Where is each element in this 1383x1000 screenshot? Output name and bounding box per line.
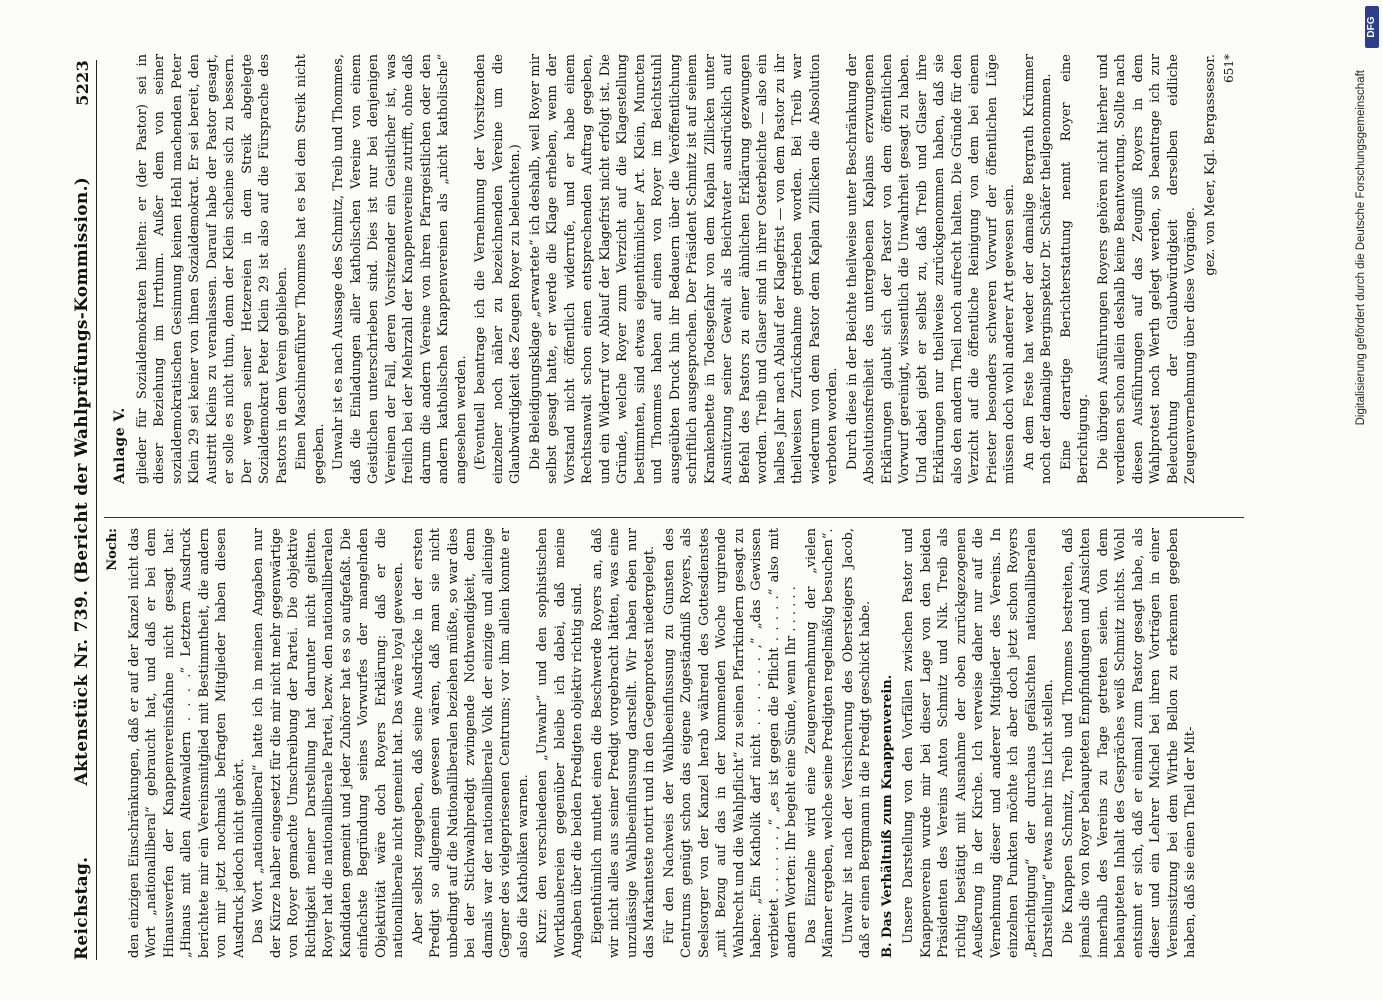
paragraph: An dem Feste hat weder der damalige Bergrath Krümmer noch der damalige Berginspektor Dr. Schäfer theilgenommen. [1021, 54, 1054, 484]
paragraph: (Eventuell beantrage ich die Vernehmung der Vorsitzenden einzelner noch näher zu bezeichnenden Vereine um die Glaubwürdigkeit des Zeugen Royer zu beleuchten.) [473, 54, 523, 484]
right-column [104, 54, 1254, 484]
paragraph: Die Beleidigungsklage „erwartete“ ich deshalb, weil Royer mir selbst gesagt hatte, er werde die Klage erheben, wenn der Vorstand nicht öffentlich widerrufe, und er habe einem Rechtsanwalt schon einen entsprechenden Auftrag gegeben, und ein Widerruf vor Ablauf der Klagefrist nicht erfolgt ist. Die Gründe, welche Royer zum Verzicht auf die Klagestellung bestimmten, sind etwas eigenthümlicher Art. Klein, Muncten und Thommes haben auf einen von Royer im Beichtstuhl ausgeübten Druck hin ihr Bedauern über die Veröffentlichung schriftlich ausgesprochen. Der Präsident Schmitz ist auf seinem Krankenbette in Todesgefahr von dem Kaplan Zillicken unter Ausnützung seiner Gewalt als Beichtvater ausdrücklich auf Befehl des Pastors zu einer ähnlichen Erklärung gezwungen worden. Treib und Glaser sind in ihrer Osterbeichte — also ein halbes Jahr nach Ablauf der Klagefrist — von dem Pastor zu ihr theilweisen Zurücknahme getrieben worden. Bei Treib war wiederum von dem Pastor dem Kaplan Zillicken die Absolution verboten worden. [527, 54, 840, 484]
left-column [104, 528, 1254, 958]
paragraph: Für den Nachweis der Wahlbeeinflussung zu Gunsten des Centrums genügt schon das eigene Zugeständniß Royers, als Seelsorger von der Kanzel herab während des Gottesdienstes „mit Bezug auf das in der kommenden Woche urgirende Wahlrecht und die Wahlpflicht“ zu seinen Pfarrkindern gesagt zu haben: „Ein Katholik darf nicht . . . . . . ,“ „das Gewissen verbietet . . . . . . ,“ „es ist gegen die Pflicht . . . . .“ also mit andern Worten: Ihr begeht eine Sünde, wenn Ihr . . . . . . [661, 528, 799, 958]
paragraph: Die übrigen Ausführungen Royers gehören nicht hierher und verdienen schon allein deshalb keine Beantwortung. Sollte nach diesen Ausführungen auf das Zeugniß Royers in dem Wahlprotest noch Werth gelegt werden, so beantrage ich zur Beleuchtung der Glaubwürdigkeit derselben eidliche Zeugenvernehmung über diese Vorgänge. [1095, 54, 1198, 484]
credit-text: Digitalisierung gefördert durch die Deutsche Forschungsgemeinschaft [1355, 70, 1367, 426]
dfg-logo-text: DFG [1366, 16, 1377, 38]
paragraph: Durch diese in der Beichte theilweise unter Beschränkung der Absolutionsfreiheit des untergebenen Kaplans erzwungenen Erklärungen glaubt sich der Pastor von dem öffentlichen Vorwurf gereinigt, wissentlich die Unwahrheit gesagt zu haben. Und dabei giebt er selbst zu, daß Treib und Glaser ihre Erklärungen nur theilweise zurückgenommen haben, daß sie also den andern Theil noch aufrecht halten. Die Gründe für den Verzicht auf die öffentliche Reinigung von dem bei einem Priester besonders schweren Vorwurf der öffentlichen Lüge müssen doch wohl anderer Art gewesen sein. [844, 54, 1017, 484]
column-divider [104, 517, 1244, 518]
paragraph: Das Einzelne wird eine Zeugenvernehmung der „vielen Männer ergeben, welche seine Predigten regelmäßig besuchen“. [803, 528, 836, 958]
paragraph: Einen Maschinenführer Thommes hat es bei dem Streik nicht gegeben. [294, 54, 327, 484]
paragraph: Eine derartige Berichterstattung nennt Royer eine Berichtigung. [1058, 54, 1091, 484]
header-title: Aktenstück Nr. 739. (Bericht der Wahlprüfungs-Kommission.) [72, 176, 92, 786]
paragraph: Kurz: den verschiedenen „Unwahr“ und den sophistischen Wortklaubereien gegenüber bleibe ich dabei, daß meine Angaben über die beiden Predigten objektiv richtig sind. [535, 528, 585, 958]
header-left: Reichstag. [72, 856, 92, 960]
paragraph: Das Wort „nationalliberal“ hatte ich in meinen Angaben nur der Kürze halber eingesetzt für die mir nicht mehr gegenwärtige von Royer gemachte Umschreibung der Partei. Die objektive Richtigkeit meiner Darstellung hat darunter nicht gelitten. Royer hat die nationalliberale Partei, bezw. den nationalliberalen Kandidaten gemeint und jeder Zuhörer hat es so aufgefaßt. Die einfachste Begründung seines Vorwurfes der mangelnden Objektivität wäre doch Royers Erklärung: daß er die nationalliberale nicht gemeint hat. Das wäre loyal gewesen. [251, 528, 406, 958]
annex-title: Anlage V. [112, 407, 128, 484]
signature: gez. von Meer, Kgl. Bergassessor. [1202, 54, 1218, 276]
paragraph: Die Knappen Schmitz, Treib und Thommes bestreiten, daß jemals die von Royer behaupteten Empfindungen und Ansichten innerhalb des Vereins zu Tage getreten seien. Von dem behaupteten Inhalt des Gespräches weiß Schmitz nichts. Wohl entsinnt er sich, daß er einmal zum Pastor gesagt habe, als dieser und ein Lehrer Michel bei ihren Vorträgen in einer Vereinssitzung bei dem Wirthe Bellon zu erkennen gegeben haben, daß sie einen Theil der Mit- [1060, 528, 1198, 958]
paragraph: Unsere Darstellung von den Vorfällen zwischen Pastor und Knappenverein wurde mir bei dieser Lage von den beiden Präsidenten des Vereins Anton Schmitz und Nik. Treib als richtig bestätigt mit Ausnahme der oben zurückgezogenen Aeußerung in der Kirche. Ich verweise daher nur auf die Vernehmung dieser und anderer Mitglieder des Vereins. In einzelnen Punkten möchte ich aber doch jetzt schon Royers „Berichtigung“ der durchaus gefälschten nationalliberalen Darstellung“ etwas mehr ins Licht stellen. [901, 528, 1056, 958]
paragraph: Unwahr ist es nach Aussage des Schmitz, Treib und Thommes, daß die Einladungen aller katholischen Vereine von einem Geistlichen unterschrieben sind. Dies ist nur bei denjenigen Vereinen der Fall, deren Vorsitzender ein Geistlicher ist, was freilich bei der Mehrzahl der Knappenvereine zutrifft, ohne daß darum die andern Vereine von ihren Pfarrgeistlichen oder den andern katholischen Knappenvereinen als „nicht katholische“ angesehen werden. [331, 54, 469, 484]
running-head: Noch: [105, 528, 120, 571]
paragraph: den einzigen Einschränkungen, daß er auf der Kanzel nicht das Wort „nationalliberal“ gebraucht hat, und daß er bei dem Hinauswerfen der Knappenvereinsfahne nicht gesagt hat: „Hinaus mit allen Altenwaldern . . . .“ Letztern Ausdruck berichtete mir ein Vereinsmitglied mit Bestimmtheit, die andern von mir jetzt nochmals befragten Mitglieder haben diesen Ausdruck jedoch nicht gehört. [126, 528, 247, 958]
signature-mark: 651* [1222, 54, 1236, 83]
section-heading: B. Das Verhältniß zum Knappenverein. [879, 674, 895, 958]
paragraph: Eigenthümlich muthet einen die Beschwerde Royers an, daß wir nicht alles aus seiner Predigt vorgebracht hätten, was eine unzulässige Wahlbeeinflussung darstellt. Wir haben eben nur das Markanteste notirt und in den Gegenprotest niedergelegt. [589, 528, 657, 958]
page-number: 5223 [73, 60, 92, 106]
paragraph: Unwahr ist nach der Versicherung des Obersteigers Jacob, daß er einen Bergmann in die Predigt geschickt habe. [840, 528, 873, 958]
page-header [62, 60, 97, 960]
paragraph: glieder für Sozialdemokraten hielten: er (der Pastor) sei in dieser Beziehung im Irrthum. Außer dem von seiner sozialdemokratischen Gesinnung keinen Hehl machenden Peter Klein 29 sei keiner von ihnen Sozialdemokrat. Er sei bereit, den Austritt Kleins zu veranlassen. Darauf habe der Pastor gesagt, er solle es nicht thun, denn der Klein scheine sich zu bessern. Der wegen seiner Hetzereien in dem Streik abgelegte Sozialdemokrat Peter Klein 29 ist also auf die Fürsprache des Pastors in dem Verein geblieben. [134, 54, 290, 484]
paragraph: Aber selbst zugegeben, daß seine Ausdrücke in der ersten Predigt so allgemein gewesen wären, daß man sie nicht unbedingt auf die Nationalliberalen beziehen müßte, so war dies bei der Stichwahlpredigt zwingende Nothwendigkeit, denn damals war der nationalliberale Volk der einzige und alleinige Gegner des vielgepriesenen Centrums; vor ihm allein konnte er also die Katholiken warnen. [410, 528, 531, 958]
digitization-credit [1351, 0, 1371, 1000]
dfg-logo-icon [1365, 6, 1379, 48]
